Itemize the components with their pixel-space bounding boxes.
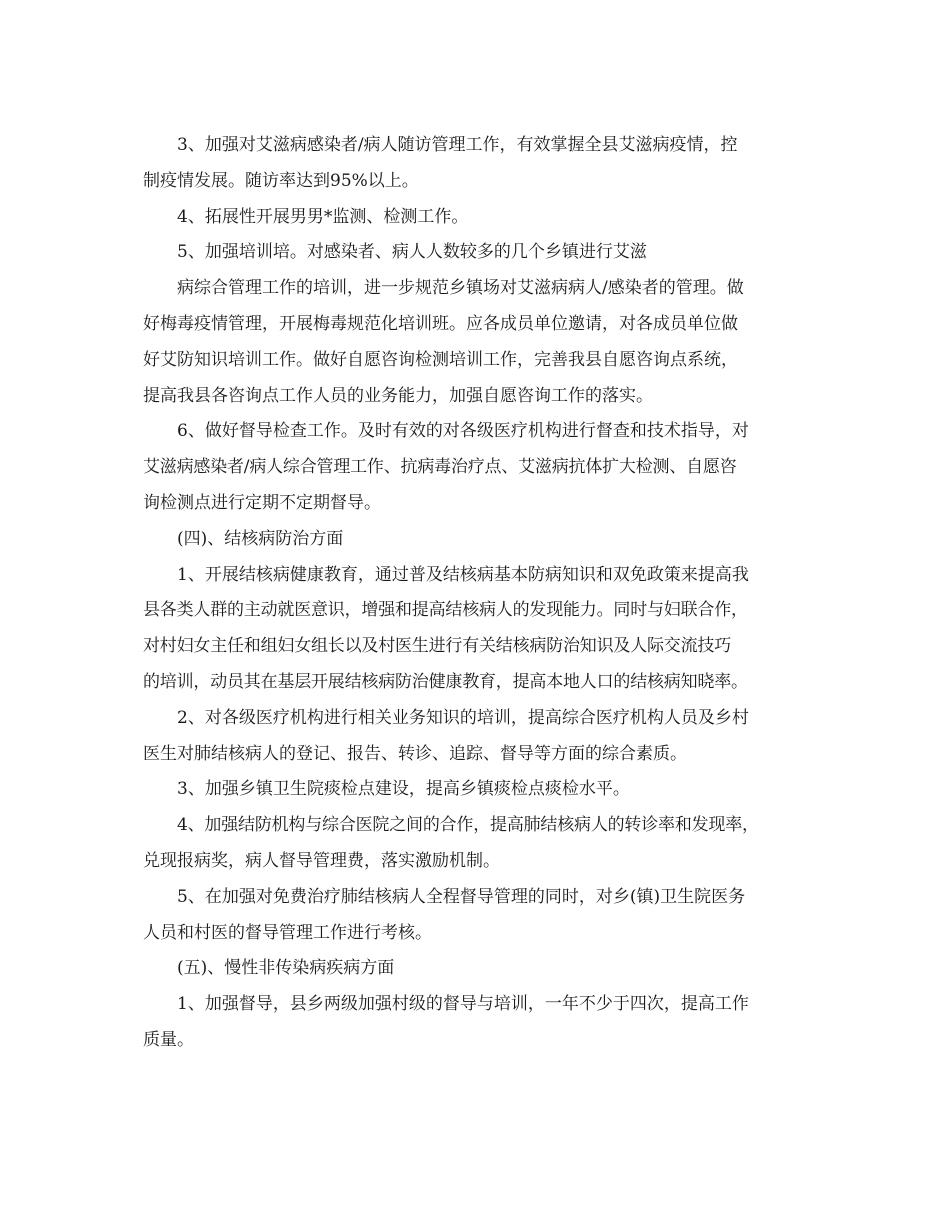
- text-line: 提高我县各咨询点工作人员的业务能力，加强自愿咨询工作的落实。: [143, 385, 653, 406]
- paragraph-tb-education: [143, 558, 808, 701]
- text-line: 1、加强督导，县乡两级加强村级的督导与培训，一年不少于四次，提高工作: [177, 994, 749, 1015]
- text-line: 人员和村医的督导管理工作进行考核。: [143, 922, 432, 943]
- text-line: 制疫情发展。随访率达到95%以上。: [143, 170, 419, 191]
- text-line: 3、加强乡镇卫生院痰检点建设，提高乡镇痰检点痰检水平。: [177, 779, 630, 800]
- text-line: 5、加强培训培。对感染者、病人人数较多的几个乡镇进行艾滋: [177, 242, 647, 263]
- text-line: 5、在加强对免费治疗肺结核病人全程督导管理的同时，对乡(镇)卫生院医务: [177, 886, 746, 907]
- text-line: 4、加强结防机构与综合医院之间的合作，提高肺结核病人的转诊率和发现率，: [177, 815, 759, 836]
- text-line: 艾滋病感染者/病人综合管理工作、抗病毒治疗点、艾滋病抗体扩大检测、自愿咨: [143, 457, 737, 478]
- paragraph-sputum-test: [143, 772, 808, 808]
- text-line: (五)、慢性非传染病疾病方面: [177, 958, 395, 979]
- paragraph-free-treatment: [143, 880, 808, 952]
- paragraph-training-detail: [143, 271, 808, 414]
- paragraph-tb-training: [143, 701, 808, 773]
- text-line: 质量。: [143, 1029, 194, 1050]
- text-line: 4、拓展性开展男男*监测、检测工作。: [177, 206, 469, 227]
- section-heading-tuberculosis: [143, 522, 808, 558]
- paragraph-hiv-followup: [143, 128, 808, 200]
- text-line: 好梅毒疫情管理，开展梅毒规范化培训班。应各成员单位邀请，对各成员单位做: [143, 313, 738, 334]
- paragraph-training-intro: [143, 235, 808, 271]
- paragraph-supervision: [143, 414, 808, 521]
- text-line: 县各类人群的主动就医意识，增强和提高结核病人的发现能力。同时与妇联合作，: [143, 600, 748, 621]
- text-line: 询检测点进行定期不定期督导。: [143, 492, 381, 513]
- text-line: 对村妇女主任和组妇女组长以及村医生进行有关结核病防治知识及人际交流技巧: [143, 636, 731, 657]
- paragraph-chronic-supervision: [143, 987, 808, 1059]
- text-line: 6、做好督导检查工作。及时有效的对各级医疗机构进行督查和技术指导，对: [177, 421, 749, 442]
- text-line: 兑现报病奖，病人督导管理费，落实激励机制。: [143, 850, 500, 871]
- section-heading-chronic-disease: [143, 951, 808, 987]
- paragraph-msm-monitoring: [143, 200, 808, 236]
- document-body: [143, 128, 808, 1059]
- text-line: 3、加强对艾滋病感染者/病人随访管理工作，有效掌握全县艾滋病疫情，控: [177, 135, 738, 155]
- text-line: (四)、结核病防治方面: [177, 528, 344, 549]
- text-line: 的培训，动员其在基层开展结核病防治健康教育，提高本地人口的结核病知晓率。: [143, 671, 748, 692]
- text-line: 病综合管理工作的培训，进一步规范乡镇场对艾滋病病人/感染者的管理。做: [177, 278, 744, 299]
- paragraph-hospital-cooperation: [143, 808, 808, 880]
- text-line: 2、对各级医疗机构进行相关业务知识的培训，提高综合医疗机构人员及乡村: [177, 707, 749, 728]
- text-line: 医生对肺结核病人的登记、报告、转诊、追踪、督导等方面的综合素质。: [143, 743, 687, 764]
- text-line: 好艾防知识培训工作。做好自愿咨询检测培训工作，完善我县自愿咨询点系统，: [143, 349, 738, 370]
- text-line: 1、开展结核病健康教育，通过普及结核病基本防病知识和双免政策来提高我: [177, 564, 749, 585]
